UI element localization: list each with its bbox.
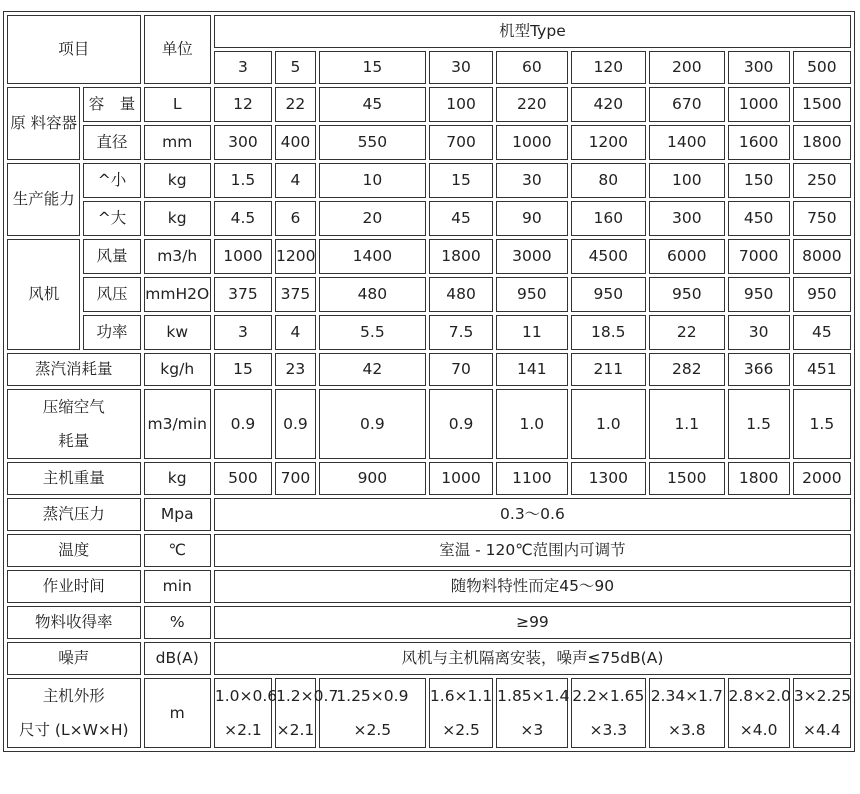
value-cell: 70 — [429, 353, 493, 386]
value-cell: 1000 — [429, 462, 493, 495]
value-cell: 950 — [728, 277, 790, 312]
value-cell: 11 — [496, 315, 567, 350]
value-cell: 12 — [214, 87, 272, 122]
value-cell: 100 — [429, 87, 493, 122]
model-cell: 15 — [319, 51, 426, 84]
value-cell: 1400 — [649, 125, 724, 160]
unit-cell: % — [144, 606, 211, 639]
dimension-line2: ×3.3 — [589, 721, 628, 739]
table-row — [7, 353, 851, 386]
row-label: ^小 — [83, 163, 140, 198]
dimension-cell — [571, 678, 646, 748]
dimension-cell — [214, 678, 278, 748]
table-row — [7, 239, 851, 274]
header-model-type: 机型Type — [214, 15, 851, 48]
value-cell: 45 — [793, 315, 851, 350]
value-cell: 0.9 — [319, 389, 426, 459]
merged-value-cell: 室温 - 120℃范围内可调节 — [214, 534, 851, 567]
unit-cell: min — [144, 570, 211, 603]
dimension-cell — [649, 678, 724, 748]
value-cell: 1500 — [793, 87, 851, 122]
dimension-line1: 1.25×0.9 — [336, 687, 409, 705]
model-cell: 30 — [429, 51, 493, 84]
value-cell: 7000 — [728, 239, 790, 274]
spec-table — [3, 11, 855, 752]
value-cell: 480 — [319, 277, 426, 312]
unit-cell: m — [144, 678, 211, 748]
value-cell: 0.9 — [275, 389, 316, 459]
value-cell: 45 — [319, 87, 426, 122]
row-label: 容 量 — [83, 87, 140, 122]
table-row — [7, 570, 851, 603]
unit-cell: mm — [144, 125, 211, 160]
row-label: 温度 — [7, 534, 141, 567]
header-unit: 单位 — [144, 15, 211, 84]
dimension-line2: ×4.4 — [803, 721, 841, 739]
value-cell: 300 — [649, 201, 724, 236]
model-cell: 60 — [496, 51, 567, 84]
table-row — [7, 87, 851, 122]
value-cell: 160 — [571, 201, 646, 236]
value-cell: 6 — [275, 201, 316, 236]
value-cell: 4.5 — [214, 201, 272, 236]
row-label: 主机重量 — [7, 462, 141, 495]
dimension-cell — [429, 678, 493, 748]
model-cell: 300 — [728, 51, 790, 84]
table-row — [7, 277, 851, 312]
value-cell: 700 — [275, 462, 316, 495]
value-cell: 22 — [275, 87, 316, 122]
row-label: 风量 — [83, 239, 140, 274]
value-cell: 3 — [214, 315, 272, 350]
table-row — [7, 201, 851, 236]
dimension-cell — [793, 678, 851, 748]
value-cell: 700 — [429, 125, 493, 160]
dimension-line1: 1.6×1.1 — [429, 687, 493, 705]
value-cell: 1500 — [649, 462, 724, 495]
value-cell: 500 — [214, 462, 272, 495]
value-cell: 1000 — [496, 125, 567, 160]
value-cell: 100 — [649, 163, 724, 198]
dimension-line2: ×2.5 — [442, 721, 480, 739]
merged-value-cell: 随物料特性而定45～90 — [214, 570, 851, 603]
value-cell: 1.0 — [496, 389, 567, 459]
table-row — [7, 534, 851, 567]
value-cell: 150 — [728, 163, 790, 198]
value-cell: 1800 — [429, 239, 493, 274]
value-cell: 220 — [496, 87, 567, 122]
value-cell: 1.5 — [214, 163, 272, 198]
value-cell: 90 — [496, 201, 567, 236]
value-cell: 375 — [214, 277, 272, 312]
unit-cell: Mpa — [144, 498, 211, 531]
table-row — [7, 606, 851, 639]
merged-value-cell: ≥99 — [214, 606, 851, 639]
dimension-cell — [728, 678, 790, 748]
dimension-line2: ×2.5 — [353, 721, 392, 739]
row-label-line2: 尺寸 (L×W×H) — [18, 721, 129, 739]
value-cell: 950 — [571, 277, 646, 312]
value-cell: 6000 — [649, 239, 724, 274]
value-cell: 45 — [429, 201, 493, 236]
header-item: 项目 — [7, 15, 141, 84]
value-cell: 1000 — [214, 239, 272, 274]
value-cell: 20 — [319, 201, 426, 236]
value-cell: 1100 — [496, 462, 567, 495]
value-cell: 480 — [429, 277, 493, 312]
dimension-line2: ×2.1 — [276, 721, 315, 739]
row-label: ^大 — [83, 201, 140, 236]
dimension-line2: ×3.8 — [667, 721, 706, 739]
value-cell: 141 — [496, 353, 567, 386]
value-cell: 1.1 — [649, 389, 724, 459]
value-cell: 1600 — [728, 125, 790, 160]
model-cell: 5 — [275, 51, 316, 84]
table-row — [7, 163, 851, 198]
dimension-line2: ×2.1 — [224, 721, 262, 739]
row-label-line1: 压缩空气 — [42, 398, 105, 416]
value-cell: 250 — [793, 163, 851, 198]
unit-cell: kg — [144, 462, 211, 495]
table-row — [7, 125, 851, 160]
value-cell: 30 — [496, 163, 567, 198]
row-label: 蒸汽压力 — [7, 498, 141, 531]
unit-cell: L — [144, 87, 211, 122]
value-cell: 450 — [728, 201, 790, 236]
dimension-line1: 1.2×0.7 — [276, 687, 339, 705]
value-cell: 1200 — [571, 125, 646, 160]
value-cell: 750 — [793, 201, 851, 236]
value-cell: 1.5 — [793, 389, 851, 459]
value-cell: 1300 — [571, 462, 646, 495]
dimension-line2: ×4.0 — [739, 721, 778, 739]
model-cell: 120 — [571, 51, 646, 84]
dimension-cell — [496, 678, 570, 748]
value-cell: 1000 — [728, 87, 790, 122]
value-cell: 0.9 — [214, 389, 272, 459]
dimension-cell — [275, 678, 339, 748]
unit-cell: m3/h — [144, 239, 211, 274]
value-cell: 400 — [275, 125, 316, 160]
table-row — [7, 315, 851, 350]
merged-value-cell: 风机与主机隔离安装，噪声≤75dB(A) — [214, 642, 851, 675]
value-cell: 5.5 — [319, 315, 426, 350]
table-row — [7, 642, 851, 675]
value-cell: 1200 — [275, 239, 316, 274]
header-row — [7, 15, 851, 48]
value-cell: 7.5 — [429, 315, 493, 350]
model-cell: 200 — [649, 51, 724, 84]
value-cell: 451 — [793, 353, 851, 386]
group-label: 风机 — [7, 239, 80, 350]
group-label: 原 料容器 — [7, 87, 80, 160]
dimension-line1: 1.0×0.6 — [214, 687, 278, 705]
value-cell: 8000 — [793, 239, 851, 274]
value-cell: 18.5 — [571, 315, 646, 350]
row-label-line2: 耗量 — [58, 432, 90, 450]
row-label-line1: 主机外形 — [42, 687, 105, 705]
value-cell: 420 — [571, 87, 646, 122]
value-cell: 4 — [275, 163, 316, 198]
unit-cell: dB(A) — [144, 642, 211, 675]
value-cell: 30 — [728, 315, 790, 350]
value-cell: 1800 — [793, 125, 851, 160]
dimension-line1: 2.34×1.7 — [650, 687, 723, 705]
row-label: 风压 — [83, 277, 140, 312]
value-cell: 300 — [214, 125, 272, 160]
value-cell: 366 — [728, 353, 790, 386]
value-cell: 550 — [319, 125, 426, 160]
value-cell: 1400 — [319, 239, 426, 274]
unit-cell: ℃ — [144, 534, 211, 567]
row-label: 蒸汽消耗量 — [7, 353, 141, 386]
value-cell: 15 — [429, 163, 493, 198]
value-cell: 950 — [793, 277, 851, 312]
dimension-line1: 3×2.25 — [793, 687, 852, 705]
row-label: 作业时间 — [7, 570, 141, 603]
value-cell: 282 — [649, 353, 724, 386]
value-cell: 950 — [496, 277, 567, 312]
table-row — [7, 678, 851, 748]
dimension-line1: 2.8×2.0 — [728, 687, 791, 705]
dimension-line1: 2.2×1.65 — [572, 687, 645, 705]
row-label: 物料收得率 — [7, 606, 141, 639]
merged-value-cell: 0.3～0.6 — [214, 498, 851, 531]
model-cell: 3 — [214, 51, 272, 84]
table-row — [7, 462, 851, 495]
value-cell: 1800 — [728, 462, 790, 495]
row-label: 直径 — [83, 125, 140, 160]
value-cell: 1.0 — [571, 389, 646, 459]
value-cell: 4500 — [571, 239, 646, 274]
value-cell: 42 — [319, 353, 426, 386]
value-cell: 3000 — [496, 239, 567, 274]
value-cell: 900 — [319, 462, 426, 495]
row-label — [7, 678, 141, 748]
value-cell: 950 — [649, 277, 724, 312]
value-cell: 15 — [214, 353, 272, 386]
group-label: 生产能力 — [7, 163, 80, 236]
row-label — [7, 389, 141, 459]
unit-cell: mmH2O — [144, 277, 211, 312]
value-cell: 22 — [649, 315, 724, 350]
table-row — [7, 498, 851, 531]
value-cell: 23 — [275, 353, 316, 386]
unit-cell: kg/h — [144, 353, 211, 386]
value-cell: 1.5 — [728, 389, 790, 459]
model-cell: 500 — [793, 51, 851, 84]
value-cell: 2000 — [793, 462, 851, 495]
value-cell: 10 — [319, 163, 426, 198]
value-cell: 670 — [649, 87, 724, 122]
table-row — [7, 389, 851, 459]
row-label: 噪声 — [7, 642, 141, 675]
unit-cell: kg — [144, 163, 211, 198]
row-label: 功率 — [83, 315, 140, 350]
value-cell: 375 — [275, 277, 316, 312]
value-cell: 80 — [571, 163, 646, 198]
unit-cell: kg — [144, 201, 211, 236]
dimension-line1: 1.85×1.4 — [497, 687, 570, 705]
unit-cell: m3/min — [144, 389, 211, 459]
value-cell: 211 — [571, 353, 646, 386]
value-cell: 0.9 — [429, 389, 493, 459]
dimension-line2: ×3 — [520, 721, 544, 739]
value-cell: 4 — [275, 315, 316, 350]
unit-cell: kw — [144, 315, 211, 350]
